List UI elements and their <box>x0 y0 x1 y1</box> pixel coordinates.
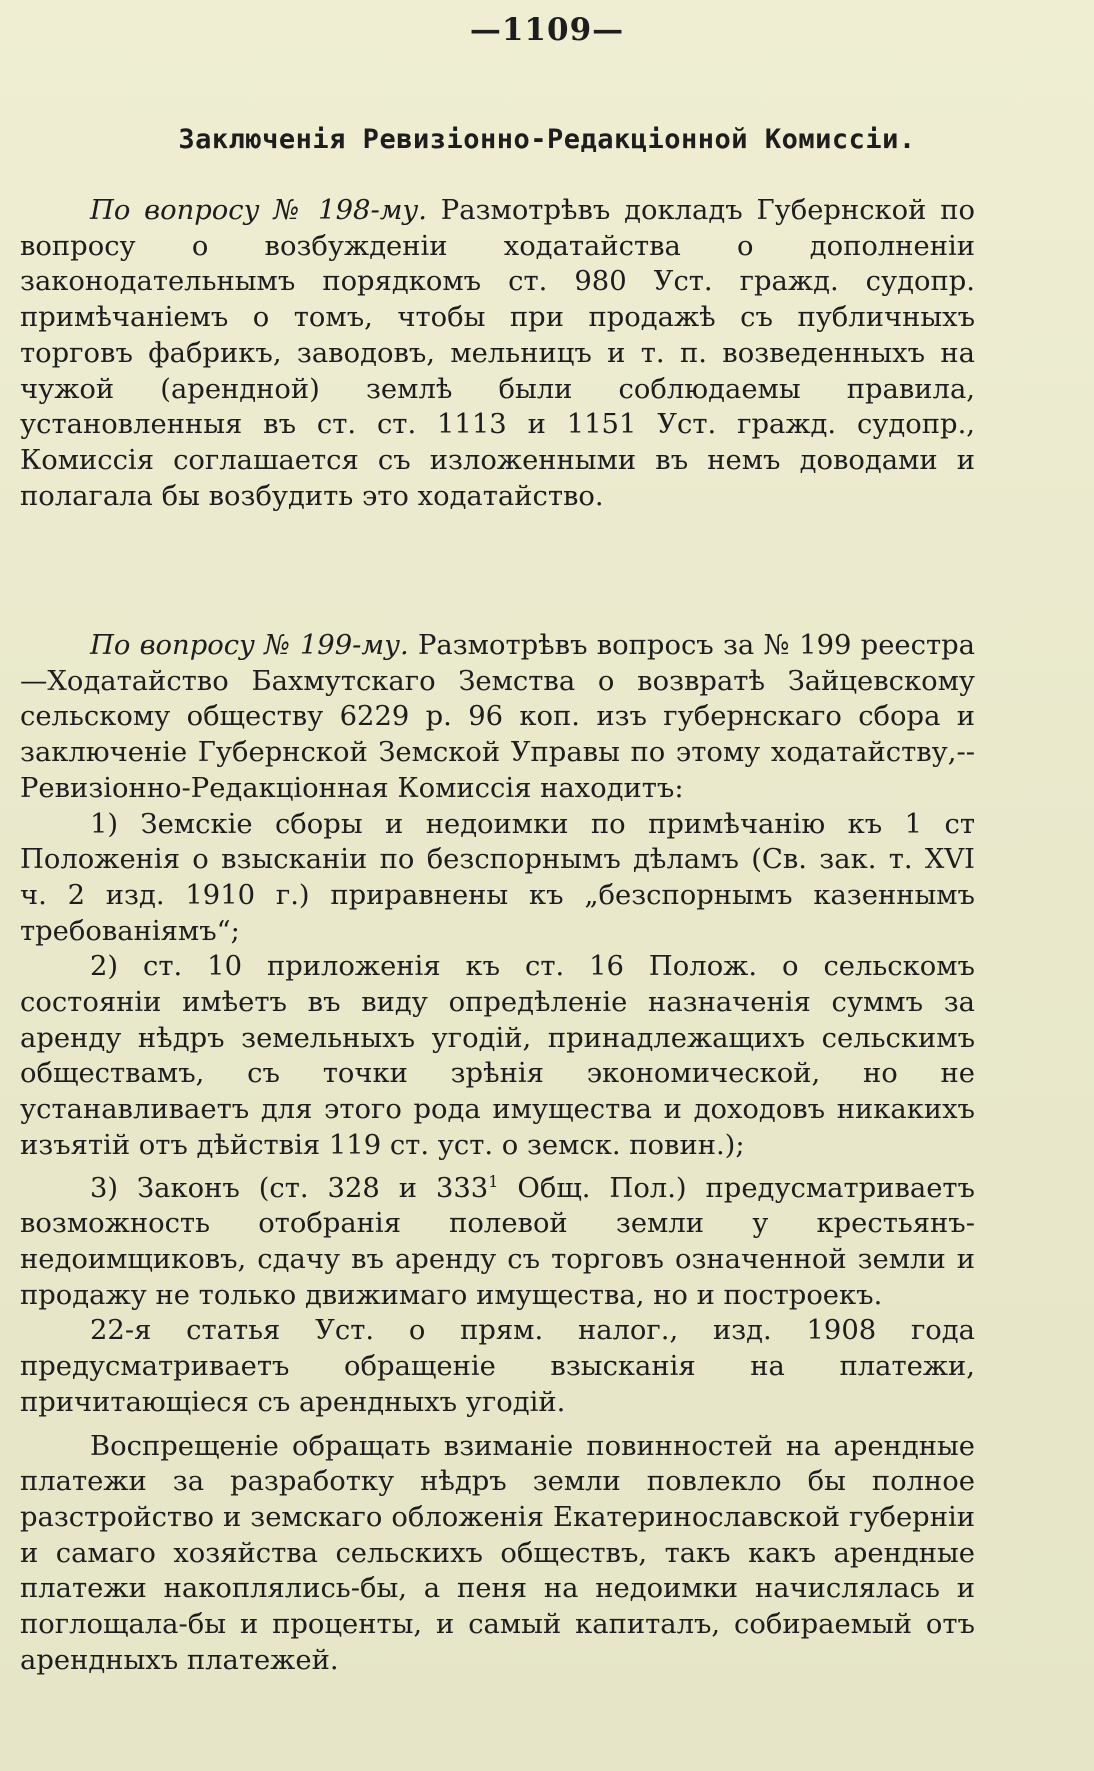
tax-statute-paragraph: 22-я статья Уст. о прям. налог., изд. 1908 года предусматриваетъ обращеніе взысканія на платежи, причитающіеся съ арендныхъ угодій. <box>20 1315 975 1418</box>
question-198-ref: По вопросу № 198-му. <box>90 195 427 226</box>
question-198-paragraph <box>20 193 975 514</box>
question-199-section <box>20 628 975 1679</box>
question-198-section <box>20 193 975 514</box>
finding-item-1: 1) Земскіе сборы и недоимки по примѣчанію къ 1 ст Положенія о взысканіи по безспорнымъ дѣламъ (Св. зак. т. XVI ч. 2 изд. 1910 г.) приравнены къ „безспорнымъ казеннымъ требованіямъ“; <box>20 808 975 947</box>
finding-item-2: 2) ст. 10 приложенія къ ст. 16 Полож. о сельскомъ состояніи имѣетъ въ виду опредѣленіе назначенія суммъ за аренду нѣдръ земельныхъ угодій, принадлежащихъ сельскимъ обществамъ, съ точки зрѣнія экономической, но не устанавливаетъ для этого рода имущества и доходовъ никакихъ изъятій отъ дѣйствія 119 ст. уст. о земск. повин.); <box>20 951 975 1161</box>
question-199-intro-paragraph <box>20 628 975 807</box>
question-199-ref: По вопросу № 199-му. <box>90 630 409 661</box>
page-number: —1109— <box>469 12 625 48</box>
section-heading: Заключенія Ревизіонно-Редакціонной Комиссіи. <box>178 124 916 155</box>
question-198-text: Размотрѣвъ докладъ Губернской по вопросу о возбужденіи ходатайства о дополненіи законодательнымъ порядкомъ ст. 980 Уст. гражд. судопр. примѣчаніемъ о томъ, чтобы при продажѣ съ публичныхъ торговъ фабрикъ, заводовъ, мельницъ и т. п. возведенныхъ на чужой (арендной) землѣ были соблюдаемы правила, установленныя въ ст. ст. 1113 и 1151 Уст. гражд. судопр., Комиссія соглашается съ изложенными въ немъ доводами и полагала бы возбудить это ходатайство. <box>20 195 975 512</box>
conclusion-paragraph: Воспрещеніе обращать взиманіе повинностей на арендные платежи за разработку нѣдръ земли повлекло бы полное разстройство и земскаго обложенія Екатеринославской губерніи и самаго хозяйства сельскихъ обществъ, такъ какъ арендные платежи накоплялись-бы, а пеня на недоимки начислялась и поглощала-бы и проценты, и самый капиталъ, собираемый отъ арендныхъ платежей. <box>20 1430 975 1676</box>
question-199-intro: Размотрѣвъ вопросъ за № 199 реестра—Ходатайство Бахмутскаго Земства о возвратѣ Зайцевскому сельскому обществу 6229 р. 96 коп. изъ губернскаго сбора и заключеніе Губернской Земской Управы по этому ходатайству,--Ревизіонно-Редакціонная Комиссія находитъ: <box>20 630 975 804</box>
finding-item-3-superscript: 1 <box>488 1171 499 1191</box>
finding-item-3 <box>20 1164 975 1314</box>
finding-item-3-end: Общ. Пол.) предусматриваетъ возможность отобранія полевой земли у крестьянъ-недоимщиковъ, сдачу въ аренду съ торговъ означенной земли и продажу не только движимаго имущества, но и построекъ. <box>20 1172 975 1311</box>
finding-item-3-start: 3) Законъ (ст. 328 и 333 <box>90 1172 489 1204</box>
